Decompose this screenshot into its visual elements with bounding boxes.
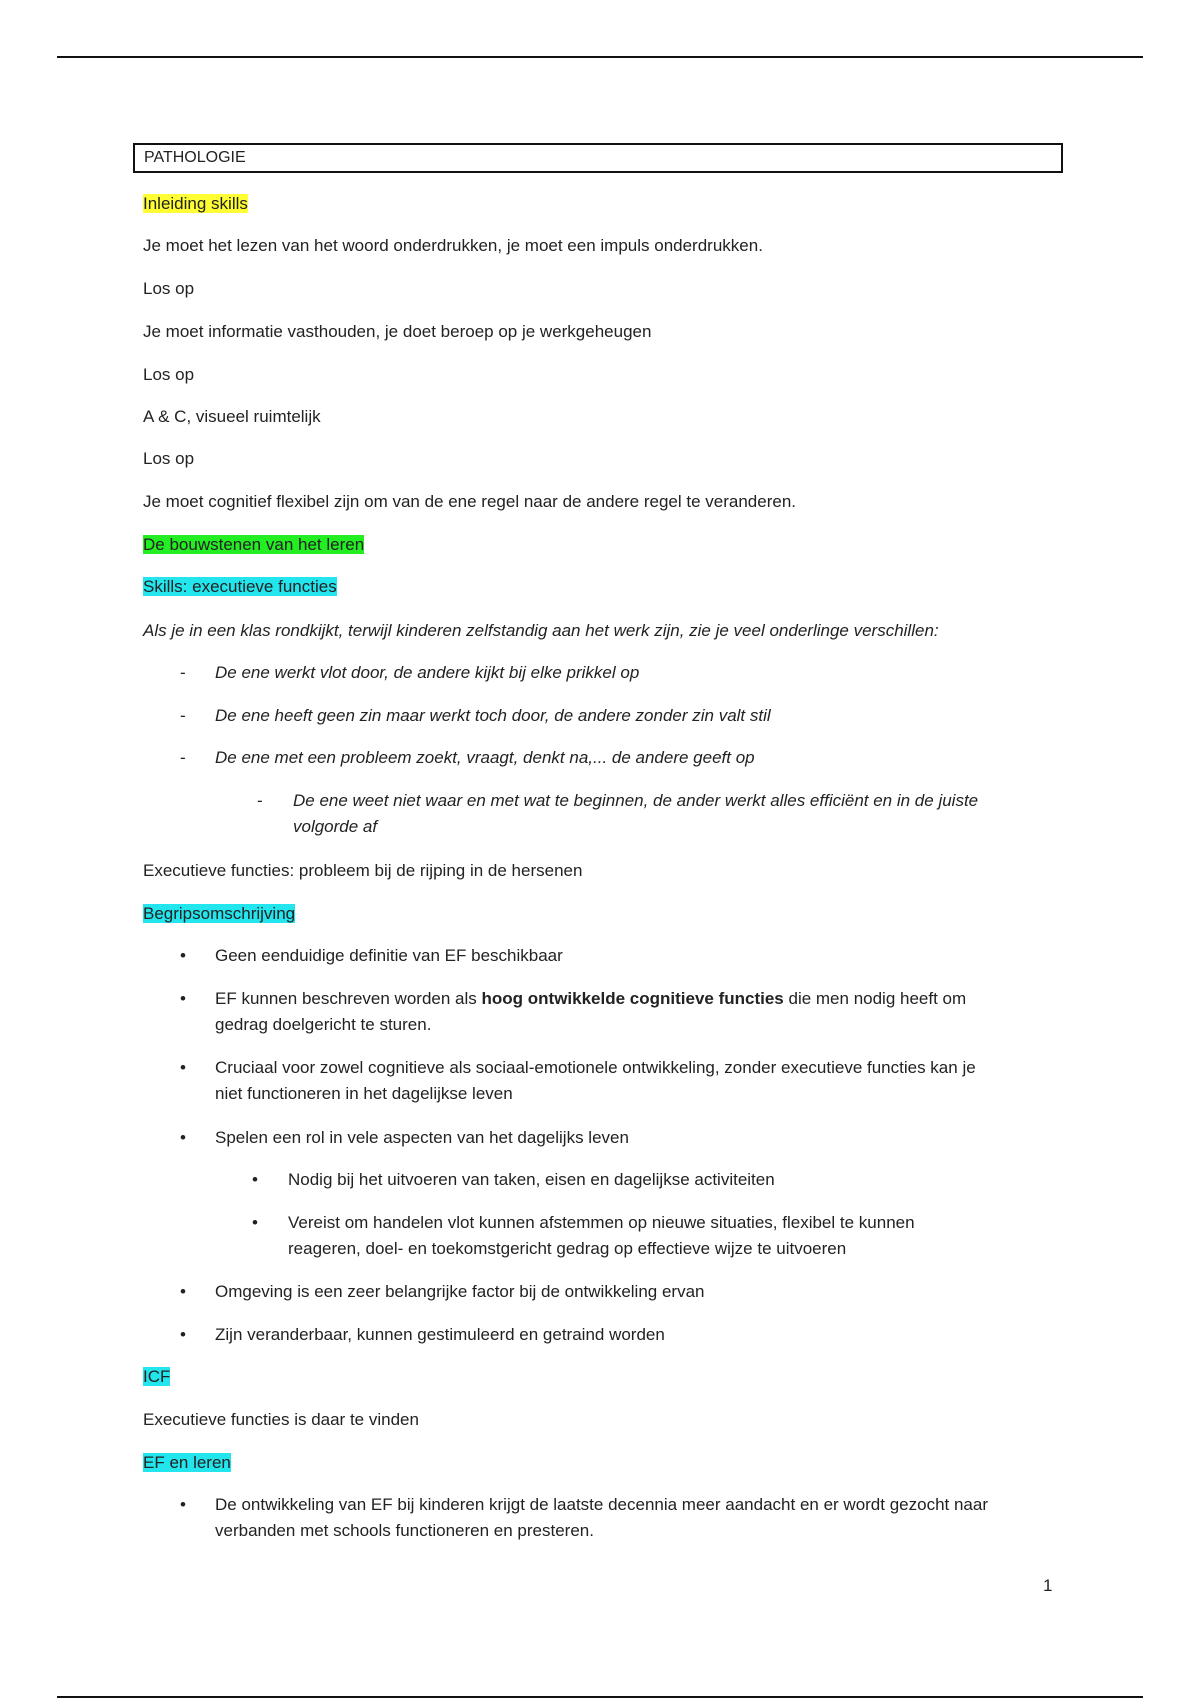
list-item: Cruciaal voor zowel cognitieve als sociaal-emotionele ontwikkeling, zonder executieve functies kan je — [215, 1058, 976, 1077]
list-item: Geen eenduidige definitie van EF beschikbaar — [215, 946, 563, 965]
list-item: EF kunnen beschreven worden als hoog ontwikkelde cognitieve functies die men nodig heeft om — [215, 989, 967, 1008]
list-item: Spelen een rol in vele aspecten van het dagelijks leven — [215, 1128, 629, 1147]
bullet-marker: • — [180, 1128, 186, 1147]
heading-icf: ICF — [143, 1367, 171, 1386]
heading-bouwstenen: De bouwstenen van het leren — [143, 535, 365, 554]
bullet-marker: • — [252, 1213, 258, 1232]
paragraph: Los op — [143, 365, 195, 384]
heading-inleiding: Inleiding skills — [143, 194, 248, 213]
list-item-continued: reageren, doel- en toekomstgericht gedrag op effectieve wijze te uitvoeren — [288, 1239, 847, 1258]
bullet-marker: • — [252, 1170, 258, 1189]
heading-skills: Skills: executieve functies — [143, 577, 337, 596]
page-number: 1 — [1043, 1576, 1053, 1595]
heading-ef-leren: EF en leren — [143, 1453, 231, 1472]
list-item: Nodig bij het uitvoeren van taken, eisen en dagelijkse activiteiten — [288, 1170, 775, 1189]
paragraph: Executieve functies: probleem bij de rijping in de hersenen — [143, 861, 583, 880]
list-item: De ene heeft geen zin maar werkt toch door, de andere zonder zin valt stil — [215, 706, 771, 725]
heading-begrip: Begripsomschrijving — [143, 904, 296, 923]
list-item-continued: volgorde af — [293, 817, 378, 836]
bullet-marker: • — [180, 1282, 186, 1301]
paragraph: A & C, visueel ruimtelijk — [143, 407, 321, 426]
paragraph: Je moet cognitief flexibel zijn om van de ene regel naar de andere regel te veranderen. — [143, 492, 797, 511]
bullet-marker: • — [180, 1495, 186, 1514]
paragraph: Los op — [143, 449, 195, 468]
list-item-continued: gedrag doelgericht te sturen. — [215, 1015, 432, 1034]
paragraph: Executieve functies is daar te vinden — [143, 1410, 419, 1429]
list-item: Vereist om handelen vlot kunnen afstemmen op nieuwe situaties, flexibel te kunnen — [288, 1213, 915, 1232]
dash-marker: - — [257, 791, 263, 810]
title-box — [133, 143, 1063, 173]
paragraph: Je moet informatie vasthouden, je doet beroep op je werkgeheugen — [143, 322, 652, 341]
paragraph: Los op — [143, 279, 195, 298]
dash-marker: - — [180, 706, 186, 725]
list-item: De ontwikkeling van EF bij kinderen krijgt de laatste decennia meer aandacht en er wordt gezocht naar — [215, 1495, 988, 1514]
header-rule — [57, 56, 1143, 58]
bullet-marker: • — [180, 946, 186, 965]
bullet-marker: • — [180, 1325, 186, 1344]
document-title: PATHOLOGIE — [144, 149, 246, 166]
list-item-continued: niet functioneren in het dagelijkse leven — [215, 1084, 513, 1103]
list-item: De ene weet niet waar en met wat te beginnen, de ander werkt alles efficiënt en in de juiste — [293, 791, 979, 810]
paragraph: Je moet het lezen van het woord onderdrukken, je moet een impuls onderdrukken. — [143, 236, 763, 255]
list-item: Omgeving is een zeer belangrijke factor bij de ontwikkeling ervan — [215, 1282, 705, 1301]
intro-italic: Als je in een klas rondkijkt, terwijl kinderen zelfstandig aan het werk zijn, zie je veel onderlinge verschillen: — [143, 621, 939, 640]
list-item: De ene werkt vlot door, de andere kijkt bij elke prikkel op — [215, 663, 640, 682]
bullet-marker: • — [180, 989, 186, 1008]
list-item-continued: verbanden met schools functioneren en presteren. — [215, 1521, 594, 1540]
dash-marker: - — [180, 748, 186, 767]
list-item: Zijn veranderbaar, kunnen gestimuleerd en getraind worden — [215, 1325, 665, 1344]
dash-marker: - — [180, 663, 186, 682]
footer-rule — [57, 1696, 1143, 1698]
bullet-marker: • — [180, 1058, 186, 1077]
list-item: De ene met een probleem zoekt, vraagt, denkt na,... de andere geeft op — [215, 748, 755, 767]
